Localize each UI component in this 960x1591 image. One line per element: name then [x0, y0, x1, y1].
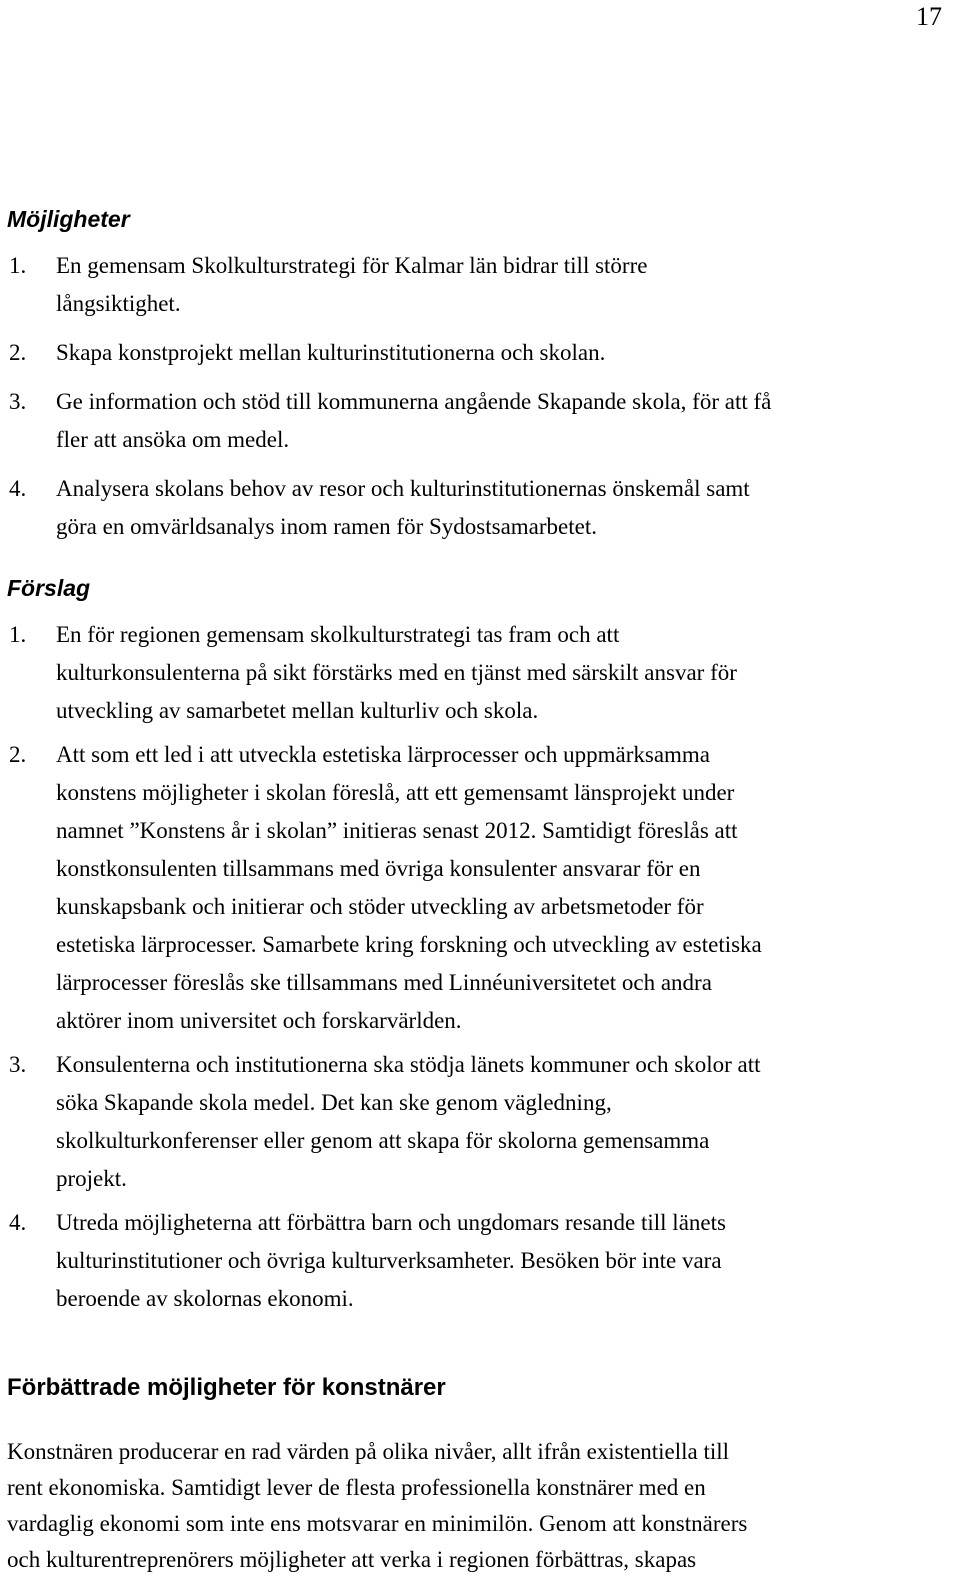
list-item-line: estetiska lärprocesser. Samarbete kring forskning och utveckling av estetiska: [56, 932, 762, 957]
list-item-line: konstens möjligheter i skolan föreslå, att ett gemensamt länsprojekt under: [56, 780, 735, 805]
list-item-line: Konsulenterna och institutionerna ska stödja länets kommuner och skolor att: [56, 1052, 761, 1077]
list-item-line: aktörer inom universitet och forskarvärlden.: [56, 1008, 462, 1033]
list-item: [0, 1204, 950, 1318]
list-item-line: utveckling av samarbetet mellan kulturliv och skola.: [56, 698, 539, 723]
list-item-line: En för regionen gemensam skolkulturstrategi tas fram och att: [56, 622, 620, 647]
list-item-line: konstkonsulenten tillsammans med övriga konsulenter ansvarar för en: [56, 856, 701, 881]
paragraph-line: rent ekonomiska. Samtidigt lever de flesta professionella konstnärer med en: [7, 1475, 706, 1500]
list-item-line: kulturinstitutioner och övriga kulturverksamheter. Besöken bör inte vara: [56, 1248, 722, 1273]
list-item-line: Skapa konstprojekt mellan kulturinstitutionerna och skolan.: [56, 340, 606, 365]
list-item: [0, 383, 950, 459]
page-number: 17: [916, 2, 942, 31]
list-item-number: 2.: [9, 340, 27, 365]
list-item-line: Ge information och stöd till kommunerna angående Skapande skola, för att få: [56, 389, 772, 414]
list-item: [0, 334, 950, 372]
list-item-number: 3.: [9, 1052, 27, 1077]
list-item-line: kunskapsbank och initierar och stöder utveckling av arbetsmetoder för: [56, 894, 704, 919]
list-item-line: projekt.: [56, 1166, 127, 1191]
mojligheter-list: [0, 247, 950, 546]
list-item-line: Utreda möjligheterna att förbättra barn och ungdomars resande till länets: [56, 1210, 726, 1235]
list-item-number: 3.: [9, 389, 27, 414]
list-item-line: göra en omvärldsanalys inom ramen för Sydostsamarbetet.: [56, 514, 597, 539]
list-item-line: fler att ansöka om medel.: [56, 427, 290, 452]
body-paragraph: [7, 1434, 947, 1578]
section-heading-forbattrade: Förbättrade möjligheter för konstnärer: [7, 1374, 446, 1401]
section-heading-forslag: Förslag: [7, 575, 91, 601]
list-item-line: kulturkonsulenterna på sikt förstärks med en tjänst med särskilt ansvar för: [56, 660, 737, 685]
list-item-line: Att som ett led i att utveckla estetiska lärprocesser och uppmärksamma: [56, 742, 711, 767]
list-item: [0, 247, 950, 323]
list-item-line: Analysera skolans behov av resor och kulturinstitutionernas önskemål samt: [56, 476, 750, 501]
list-item-number: 4.: [9, 1210, 27, 1235]
list-item-number: 1.: [9, 253, 27, 278]
list-item-line: lärprocesser föreslås ske tillsammans med Linnéuniversitetet och andra: [56, 970, 712, 995]
list-item: [0, 1046, 950, 1198]
list-item: [0, 736, 950, 1040]
list-item: [0, 470, 950, 546]
paragraph-line: Konstnären producerar en rad värden på olika nivåer, allt ifrån existentiella till: [7, 1439, 730, 1464]
list-item-line: skolkulturkonferenser eller genom att skapa för skolorna gemensamma: [56, 1128, 710, 1153]
paragraph-line: vardaglig ekonomi som inte ens motsvarar en minimilön. Genom att konstnärers: [7, 1511, 748, 1536]
list-item-line: beroende av skolornas ekonomi.: [56, 1286, 354, 1311]
list-item-line: söka Skapande skola medel. Det kan ske genom vägledning,: [56, 1090, 612, 1115]
forslag-list: [0, 616, 950, 1318]
list-item: [0, 616, 950, 730]
list-item-number: 2.: [9, 742, 27, 767]
list-item-number: 1.: [9, 622, 27, 647]
section-heading-mojligheter: Möjligheter: [7, 206, 130, 232]
paragraph-line: och kulturentreprenörers möjligheter att verka i regionen förbättras, skapas: [7, 1547, 697, 1572]
list-item-line: långsiktighet.: [56, 291, 181, 316]
list-item-line: En gemensam Skolkulturstrategi för Kalmar län bidrar till större: [56, 253, 648, 278]
list-item-number: 4.: [9, 476, 27, 501]
list-item-line: namnet ”Konstens år i skolan” initieras senast 2012. Samtidigt föreslås att: [56, 818, 738, 843]
